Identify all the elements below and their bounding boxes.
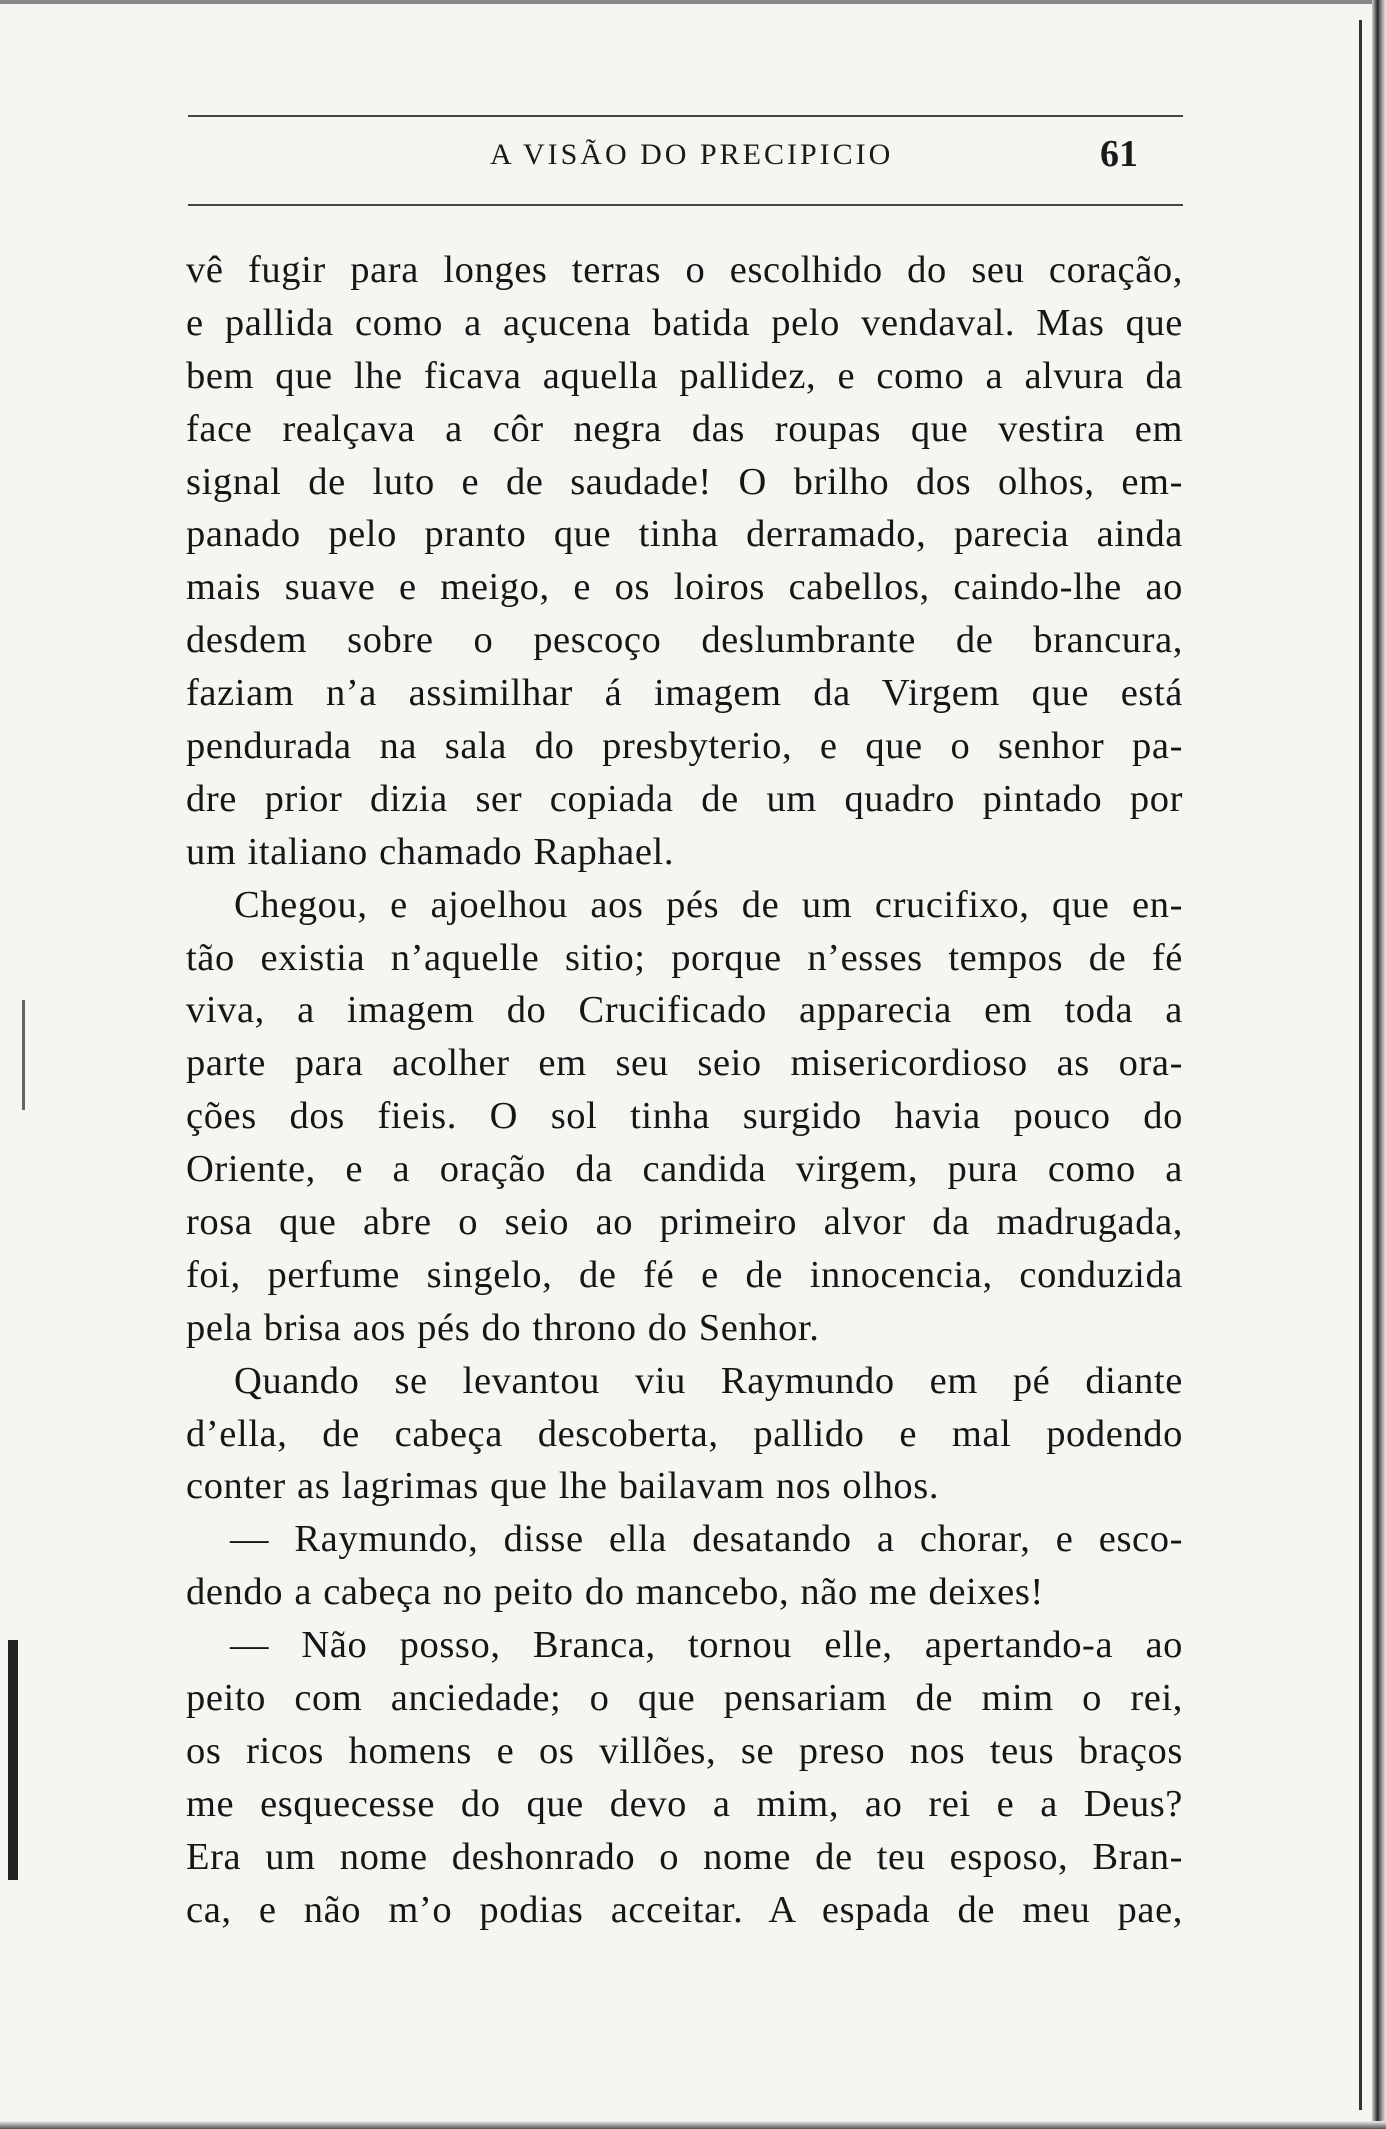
text-line: viva, a imagem do Crucificado apparecia em toda a (186, 989, 1183, 1032)
text-line: pendurada na sala do presbyterio, e que o senhor pa- (186, 725, 1183, 768)
page-number: 61 (1100, 133, 1138, 175)
text-line: d’ella, de cabeça descoberta, pallido e mal podendo (186, 1412, 1183, 1455)
text-line: vê fugir para longes terras o escolhido do seu coração, (186, 249, 1183, 291)
text-line: peito com anciedade; o que pensariam de mim o rei, (186, 1677, 1183, 1720)
text-line: ca, e não m’o podias acceitar. A espada de meu pae, (186, 1888, 1183, 1931)
text-line: face realçava a côr negra das roupas que vestira em (186, 407, 1183, 450)
text-line: dre prior dizia ser copiada de um quadro pintado por (186, 777, 1183, 820)
text-line: rosa que abre o seio ao primeiro alvor da madrugada, (186, 1201, 1183, 1244)
running-title: A VISÃO DO PRECIPICIO (490, 138, 894, 171)
page-binding-line (1359, 20, 1362, 2110)
text-line: Era um nome deshonrado o nome de teu esposo, Bran- (186, 1835, 1183, 1878)
page-top-edge (0, 0, 1386, 4)
page-right-edge (1372, 0, 1386, 2129)
text-line: signal de luto e de saudade! O brilho dos olhos, em- (186, 460, 1183, 503)
text-line: os ricos homens e os villões, se preso nos teus braços (186, 1729, 1183, 1772)
text-line: um italiano chamado Raphael. (186, 830, 675, 873)
text-line: e pallida como a açucena batida pelo vendaval. Mas que (186, 301, 1183, 344)
text-line: bem que lhe ficava aquella pallidez, e como a alvura da (186, 354, 1183, 397)
text-line: me esquecesse do que devo a mim, ao rei e a Deus? (186, 1782, 1183, 1825)
text-line: — Não posso, Branca, tornou elle, apertando-a ao (230, 1624, 1183, 1667)
text-line: mais suave e meigo, e os loiros cabellos, caindo-lhe ao (186, 566, 1183, 609)
text-line: pela brisa aos pés do throno do Senhor. (186, 1306, 820, 1349)
text-line: dendo a cabeça no peito do mancebo, não me deixes! (186, 1571, 1044, 1614)
text-line: — Raymundo, disse ella desatando a chorar, e esco- (230, 1518, 1183, 1561)
page-bottom-edge (0, 2121, 1386, 2129)
text-line: conter as lagrimas que lhe bailavam nos olhos. (186, 1465, 940, 1508)
text-line: panado pelo pranto que tinha derramado, parecia ainda (186, 513, 1183, 556)
text-line: Oriente, e a oração da candida virgem, pura como a (186, 1148, 1183, 1191)
text-line: ções dos fieis. O sol tinha surgido havia pouco do (186, 1095, 1183, 1138)
page-left-edge-mark-small (22, 1000, 25, 1110)
text-line: faziam n’a assimilhar á imagem da Virgem que está (186, 672, 1183, 715)
header-bottom-rule (188, 204, 1183, 206)
header-top-rule (188, 115, 1183, 117)
text-line: foi, perfume singelo, de fé e de innocencia, conduzida (186, 1253, 1183, 1296)
text-line: Quando se levantou viu Raymundo em pé diante (234, 1359, 1183, 1402)
text-line: parte para acolher em seu seio misericordioso as ora- (186, 1042, 1183, 1085)
text-line: Chegou, e ajoelhou aos pés de um crucifixo, que en- (234, 883, 1183, 926)
page-left-edge-mark (8, 1640, 18, 1880)
body-text (186, 244, 1183, 1937)
text-line: tão existia n’aquelle sitio; porque n’esses tempos de fé (186, 936, 1183, 979)
text-line: desdem sobre o pescoço deslumbrante de brancura, (186, 619, 1183, 662)
